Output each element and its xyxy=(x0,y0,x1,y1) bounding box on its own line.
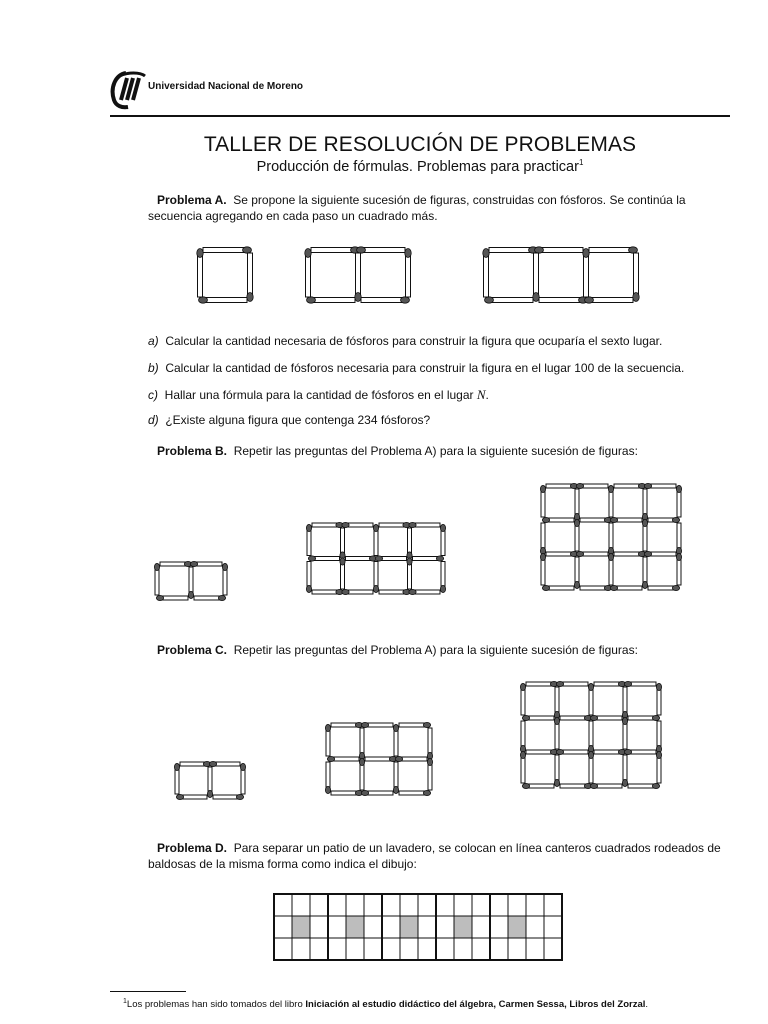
b2-match-h-0-1 xyxy=(342,522,373,527)
b3-match-h-3-1 xyxy=(580,585,612,590)
question-c-variable: N xyxy=(476,387,486,402)
problem-b-text: Repetir las preguntas del Problema A) para la siguiente sucesión de figuras: xyxy=(233,444,638,458)
baldosa-tile xyxy=(472,938,490,960)
baldosa-tile xyxy=(310,894,328,916)
a3-match-v-0-1 xyxy=(533,253,539,301)
b3-match-h-2-2 xyxy=(614,551,646,556)
problem-c-figure-2 xyxy=(325,722,432,795)
b1-match-h-1-0 xyxy=(156,595,188,600)
baldosa-tile xyxy=(418,938,436,960)
b2-match-h-1-1 xyxy=(346,556,377,561)
b2-match-v-1-0 xyxy=(306,562,311,593)
baldosa-tile xyxy=(346,938,364,960)
problem-d-tile-grid xyxy=(272,892,564,962)
b1-match-h-0-0 xyxy=(160,561,192,566)
baldosa-tile xyxy=(490,938,508,960)
b2-match-v-0-4 xyxy=(440,524,445,555)
problem-b-label: Problema B. xyxy=(157,444,228,458)
question-a-letter: a) xyxy=(148,334,159,348)
baldosa-tile xyxy=(454,938,472,960)
b3-match-v-0-1 xyxy=(574,489,579,521)
baldosa-tile xyxy=(418,894,436,916)
question-c-text: Hallar una fórmula para la cantidad de fósforos en el lugar xyxy=(164,388,474,402)
b3-match-v-0-3 xyxy=(642,489,647,521)
c3-match-v-0-0 xyxy=(520,683,525,715)
c3-match-h-0-3 xyxy=(624,681,656,686)
baldosa-tile xyxy=(310,916,328,938)
b3-match-v-1-3 xyxy=(642,519,647,551)
b2-match-v-1-3 xyxy=(407,558,412,589)
baldosa-tile xyxy=(436,916,454,938)
baldosa-tile xyxy=(526,916,544,938)
b3-match-h-3-3 xyxy=(648,585,680,590)
c2-match-v-1-0 xyxy=(325,762,330,794)
baldosa-tile xyxy=(382,938,400,960)
c1-match-h-0-1 xyxy=(209,761,240,766)
question-d-text: ¿Existe alguna figura que contenga 234 fósforos? xyxy=(165,413,431,427)
c2-match-v-0-0 xyxy=(325,724,330,756)
c2-match-h-0-0 xyxy=(331,722,363,727)
b3-match-v-0-4 xyxy=(676,485,681,517)
b2-match-h-0-2 xyxy=(379,522,410,527)
problem-d-label: Problema D. xyxy=(157,841,228,855)
b3-match-h-0-3 xyxy=(644,483,676,488)
b3-match-h-1-0 xyxy=(542,517,574,522)
problem-c-figure-3 xyxy=(520,681,661,788)
subtitle-text: Producción de fórmulas. Problemas para practicar xyxy=(256,158,579,175)
problem-a-figure-3 xyxy=(483,247,639,303)
b2-match-h-1-2 xyxy=(375,556,406,561)
a1-match-h-1-0 xyxy=(199,297,247,303)
baldosa-tile xyxy=(418,916,436,938)
b3-match-v-2-1 xyxy=(574,557,579,589)
c3-match-h-2-1 xyxy=(556,749,588,754)
b3-match-h-0-1 xyxy=(576,483,608,488)
c3-match-h-3-1 xyxy=(560,783,592,788)
c2-match-v-1-1 xyxy=(359,758,364,790)
problem-a-figures xyxy=(0,235,768,315)
problem-c-label: Problema C. xyxy=(157,643,228,657)
c3-match-v-1-3 xyxy=(622,717,627,749)
baldosa-tile xyxy=(508,894,526,916)
b3-match-v-0-2 xyxy=(608,485,613,517)
b1-match-v-0-2 xyxy=(222,563,227,595)
c3-match-h-0-0 xyxy=(526,681,558,686)
question-d-letter: d) xyxy=(148,413,159,427)
b2-match-v-0-1 xyxy=(340,528,345,559)
c2-match-h-2-2 xyxy=(399,790,431,795)
c3-match-h-1-2 xyxy=(590,715,622,720)
c2-match-v-1-3 xyxy=(427,758,432,790)
b3-match-v-2-3 xyxy=(642,557,647,589)
problem-b-statement xyxy=(148,443,732,459)
b2-match-v-1-4 xyxy=(440,562,445,593)
university-name: Universidad Nacional de Moreno xyxy=(148,81,304,92)
b1-match-h-1-1 xyxy=(194,595,226,600)
c3-match-h-2-0 xyxy=(526,749,558,754)
page-subtitle xyxy=(110,158,730,175)
a1-match-v-0-1 xyxy=(247,253,253,301)
baldosa-tile xyxy=(346,894,364,916)
problem-a-figure-1 xyxy=(197,247,253,303)
b3-match-v-2-0 xyxy=(540,553,545,585)
subtitle-footnote-marker: 1 xyxy=(578,158,584,167)
a3-match-h-1-0 xyxy=(485,297,533,303)
c3-match-v-0-3 xyxy=(622,687,627,719)
question-b-letter: b) xyxy=(148,361,159,375)
tile-grid xyxy=(274,894,562,960)
b2-match-v-0-3 xyxy=(407,528,412,559)
baldosa-tile xyxy=(292,938,310,960)
c1-match-h-0-0 xyxy=(180,761,211,766)
c1-match-v-0-1 xyxy=(207,767,212,798)
baldosa-tile xyxy=(364,916,382,938)
c3-match-v-2-2 xyxy=(588,751,593,783)
problem-a-text: Se propone la siguiente sucesión de figuras, construidas con fósforos. Se continúa la secuencia agregando en cada paso un cuadrado más. xyxy=(148,193,686,223)
cantero-tile xyxy=(454,916,472,938)
c3-match-h-1-1 xyxy=(560,715,592,720)
b3-match-h-1-3 xyxy=(648,517,680,522)
baldosa-tile xyxy=(436,938,454,960)
c3-match-h-3-2 xyxy=(590,783,622,788)
baldosa-tile xyxy=(526,894,544,916)
c3-match-h-2-3 xyxy=(624,749,656,754)
question-a-text: Calcular la cantidad necesaria de fósforos para construir la figura que ocuparía el sexto lugar. xyxy=(165,334,663,348)
a2-match-h-0-0 xyxy=(311,247,359,253)
c3-match-h-0-1 xyxy=(556,681,588,686)
baldosa-tile xyxy=(274,938,292,960)
a3-match-v-0-3 xyxy=(633,253,639,301)
c1-match-v-0-0 xyxy=(174,763,179,794)
c3-match-v-2-1 xyxy=(554,755,559,787)
b3-match-h-0-2 xyxy=(614,483,646,488)
c3-match-v-2-4 xyxy=(656,751,661,783)
problem-b-figure-1 xyxy=(154,561,227,600)
baldosa-tile xyxy=(526,938,544,960)
a3-match-h-1-2 xyxy=(585,297,633,303)
footnote-text: Los problemas han sido tomados del libro xyxy=(126,999,306,1011)
b3-match-h-1-2 xyxy=(610,517,642,522)
a2-match-v-0-2 xyxy=(405,249,411,297)
cantero-tile xyxy=(346,916,364,938)
baldosa-tile xyxy=(472,916,490,938)
a3-match-h-0-0 xyxy=(489,247,537,253)
b2-match-h-2-3 xyxy=(409,589,440,594)
page-title: TALLER DE RESOLUCIÓN DE PROBLEMAS xyxy=(203,133,637,156)
baldosa-tile xyxy=(274,894,292,916)
problem-d-text: Para separar un patio de un lavadero, se colocan en línea canteros cuadrados rodeados de baldosas de la misma forma como indica el dibujo: xyxy=(148,841,721,871)
b2-match-v-1-1 xyxy=(340,558,345,589)
c3-match-h-1-0 xyxy=(522,715,554,720)
a1-match-h-0-0 xyxy=(203,247,251,253)
a2-match-h-0-1 xyxy=(357,247,405,253)
c3-match-v-2-0 xyxy=(520,751,525,783)
baldosa-tile xyxy=(544,916,562,938)
c3-match-v-0-4 xyxy=(656,683,661,715)
b1-match-h-0-1 xyxy=(190,561,222,566)
cantero-tile xyxy=(508,916,526,938)
baldosa-tile xyxy=(490,916,508,938)
problem-a-statement xyxy=(148,192,732,224)
baldosa-tile xyxy=(292,894,310,916)
baldosa-tile xyxy=(544,894,562,916)
a3-match-h-1-1 xyxy=(539,297,587,303)
question-b-text: Calcular la cantidad de fósforos necesaria para construir la figura en el lugar 100 de la secuencia. xyxy=(165,361,685,375)
problem-d-statement xyxy=(148,840,732,872)
c2-match-h-1-1 xyxy=(365,756,397,761)
b3-match-v-0-0 xyxy=(540,485,545,517)
c1-match-h-1-1 xyxy=(213,794,244,799)
a3-match-v-0-0 xyxy=(483,249,489,297)
a2-match-h-1-1 xyxy=(361,297,409,303)
c3-match-v-2-3 xyxy=(622,755,627,787)
c2-match-h-1-0 xyxy=(327,756,359,761)
c3-match-v-0-1 xyxy=(554,687,559,719)
c2-match-v-1-2 xyxy=(393,762,398,794)
b3-match-h-2-0 xyxy=(546,551,578,556)
c3-match-v-1-1 xyxy=(554,717,559,749)
b3-match-v-1-0 xyxy=(540,523,545,555)
baldosa-tile xyxy=(274,916,292,938)
baldosa-tile xyxy=(436,894,454,916)
cantero-tile xyxy=(400,916,418,938)
baldosa-tile xyxy=(364,894,382,916)
problem-a-figure-2 xyxy=(305,247,411,303)
c3-match-v-1-0 xyxy=(520,721,525,753)
footnote-end: . xyxy=(645,999,649,1011)
footnote xyxy=(123,998,648,1010)
problem-a-label: Problema A. xyxy=(157,193,227,207)
c3-match-h-3-3 xyxy=(628,783,660,788)
baldosa-tile xyxy=(490,894,508,916)
c2-match-v-0-2 xyxy=(393,724,398,756)
baldosa-tile xyxy=(310,938,328,960)
b2-match-h-2-2 xyxy=(379,589,410,594)
b3-match-h-0-0 xyxy=(546,483,578,488)
a3-match-h-0-1 xyxy=(535,247,583,253)
baldosa-tile xyxy=(454,894,472,916)
c3-match-h-0-2 xyxy=(594,681,626,686)
c3-match-v-1-2 xyxy=(588,721,593,753)
c3-match-h-3-0 xyxy=(522,783,554,788)
a2-match-h-1-0 xyxy=(307,297,355,303)
header-divider xyxy=(110,115,730,117)
baldosa-tile xyxy=(400,894,418,916)
baldosa-tile xyxy=(508,938,526,960)
problem-c-text: Repetir las preguntas del Problema A) para la siguiente sucesión de figuras: xyxy=(233,643,638,657)
b2-match-v-1-2 xyxy=(373,562,378,593)
question-a xyxy=(148,334,738,348)
b3-match-v-2-4 xyxy=(676,553,681,585)
b3-match-v-1-4 xyxy=(676,523,681,555)
c2-match-v-0-3 xyxy=(427,728,432,760)
footnote-divider xyxy=(110,991,186,992)
b1-match-v-0-1 xyxy=(188,567,193,599)
b2-match-h-0-0 xyxy=(312,522,343,527)
b2-match-h-0-3 xyxy=(409,522,440,527)
footnote-number: 1 xyxy=(123,998,127,1005)
c3-match-h-2-2 xyxy=(594,749,626,754)
baldosa-tile xyxy=(544,938,562,960)
footnote-book-title: Iniciación al estudio didáctico del álgebra, Carmen Sessa, Libros del Zorzal xyxy=(305,999,646,1011)
cantero-tile xyxy=(292,916,310,938)
b3-match-h-3-2 xyxy=(610,585,642,590)
b3-match-h-1-1 xyxy=(580,517,612,522)
c3-match-v-1-4 xyxy=(656,721,661,753)
baldosa-tile xyxy=(472,894,490,916)
c2-match-h-0-1 xyxy=(361,722,393,727)
b3-match-v-1-1 xyxy=(574,519,579,551)
c2-match-h-2-1 xyxy=(361,790,393,795)
problem-c-figures xyxy=(0,670,768,810)
b3-match-h-3-0 xyxy=(542,585,574,590)
question-b xyxy=(148,361,738,375)
c2-match-h-2-0 xyxy=(331,790,363,795)
b1-match-v-0-0 xyxy=(154,563,159,595)
b2-match-v-0-0 xyxy=(306,524,311,555)
b3-match-v-2-2 xyxy=(608,553,613,585)
a1-match-v-0-0 xyxy=(197,249,203,297)
a2-match-v-0-1 xyxy=(355,253,361,301)
problem-b-figure-2 xyxy=(306,522,445,594)
question-c xyxy=(148,387,738,403)
b2-match-h-1-0 xyxy=(308,556,339,561)
baldosa-tile xyxy=(400,938,418,960)
question-d xyxy=(148,413,738,427)
a2-match-v-0-0 xyxy=(305,249,311,297)
baldosa-tile xyxy=(382,916,400,938)
b3-match-v-1-2 xyxy=(608,523,613,555)
b2-match-h-2-1 xyxy=(342,589,373,594)
a3-match-h-0-2 xyxy=(589,247,637,253)
b2-match-v-0-2 xyxy=(373,524,378,555)
baldosa-tile xyxy=(328,938,346,960)
b3-match-h-2-1 xyxy=(576,551,608,556)
baldosa-tile xyxy=(328,916,346,938)
b2-match-h-2-0 xyxy=(312,589,343,594)
unm-logo-icon xyxy=(110,70,148,110)
baldosa-tile xyxy=(364,938,382,960)
problem-c-figure-1 xyxy=(174,761,245,799)
c2-match-v-0-1 xyxy=(359,728,364,760)
b3-match-h-2-3 xyxy=(644,551,676,556)
c2-match-h-1-2 xyxy=(395,756,427,761)
question-c-suffix: . xyxy=(485,388,489,402)
problem-b-figures xyxy=(0,470,768,620)
baldosa-tile xyxy=(328,894,346,916)
problem-c-statement xyxy=(148,642,732,658)
c1-match-v-0-2 xyxy=(240,763,245,794)
baldosa-tile xyxy=(382,894,400,916)
a3-match-v-0-2 xyxy=(583,249,589,297)
b2-match-h-1-3 xyxy=(413,556,444,561)
problem-b-figure-3 xyxy=(540,483,681,590)
c1-match-h-1-0 xyxy=(176,794,207,799)
question-c-letter: c) xyxy=(148,388,158,402)
c2-match-h-0-2 xyxy=(399,722,431,727)
c3-match-h-1-3 xyxy=(628,715,660,720)
c3-match-v-0-2 xyxy=(588,683,593,715)
